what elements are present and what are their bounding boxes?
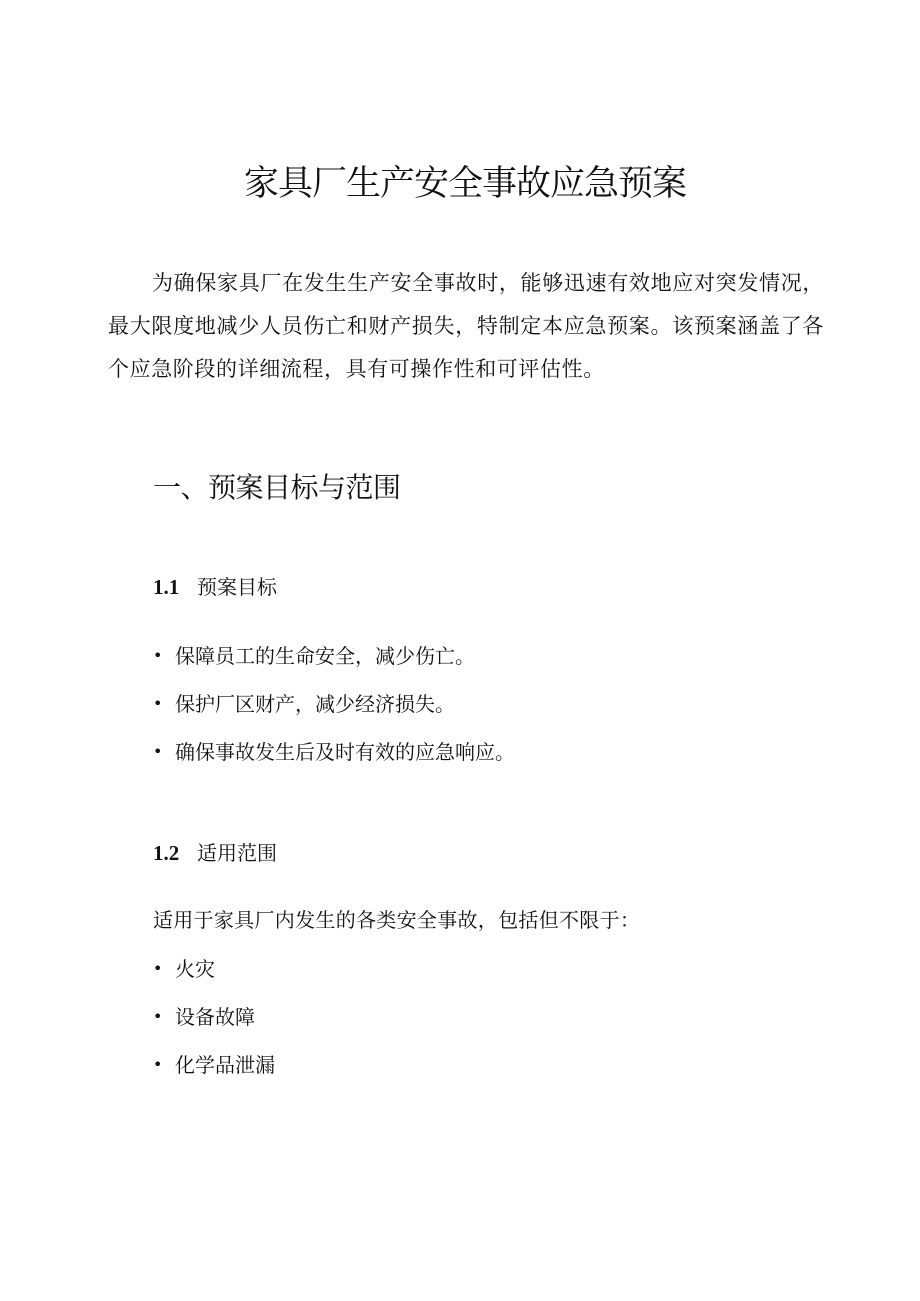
list-item — [153, 680, 515, 728]
bullet-icon: • — [153, 1007, 163, 1026]
list-item — [153, 632, 515, 680]
list-item — [153, 728, 515, 776]
bullet-icon: • — [153, 959, 163, 978]
list-item-text: 火灾 — [175, 957, 215, 981]
section-heading-1: 一、预案目标与范围 — [153, 471, 401, 504]
bullet-icon: • — [153, 742, 163, 761]
bullet-icon: • — [153, 646, 163, 665]
list-item — [153, 993, 275, 1041]
bullet-icon: • — [153, 1055, 163, 1074]
scope-list — [153, 945, 275, 1089]
scope-lead-text: 适用于家具厂内发生的各类安全事故，包括但不限于： — [153, 908, 641, 932]
subheading-number: 1.1 — [153, 575, 180, 599]
list-item — [153, 945, 275, 993]
bullet-icon: • — [153, 694, 163, 713]
list-item — [153, 1041, 275, 1089]
subheading-title: 适用范围 — [197, 841, 277, 865]
list-item-text: 保护厂区财产，减少经济损失。 — [175, 692, 455, 716]
list-item-text: 保障员工的生命安全，减少伤亡。 — [175, 644, 475, 668]
list-item-text: 设备故障 — [175, 1005, 255, 1029]
list-item-text: 确保事故发生后及时有效的应急响应。 — [175, 740, 515, 764]
intro-paragraph: 为确保家具厂在发生生产安全事故时，能够迅速有效地应对突发情况，最大限度地减少人员伤亡和财产损失，特制定本应急预案。该预案涵盖了各个应急阶段的详细流程，具有可操作性和可评估性。 — [108, 271, 824, 381]
list-item-text: 化学品泄漏 — [175, 1053, 275, 1077]
subheading-1-2 — [153, 838, 277, 868]
subheading-1-1 — [153, 572, 277, 602]
goals-list — [153, 632, 515, 776]
document-title: 家具厂生产安全事故应急预案 — [243, 164, 686, 204]
subheading-title: 预案目标 — [197, 575, 277, 599]
subheading-number: 1.2 — [153, 841, 180, 865]
